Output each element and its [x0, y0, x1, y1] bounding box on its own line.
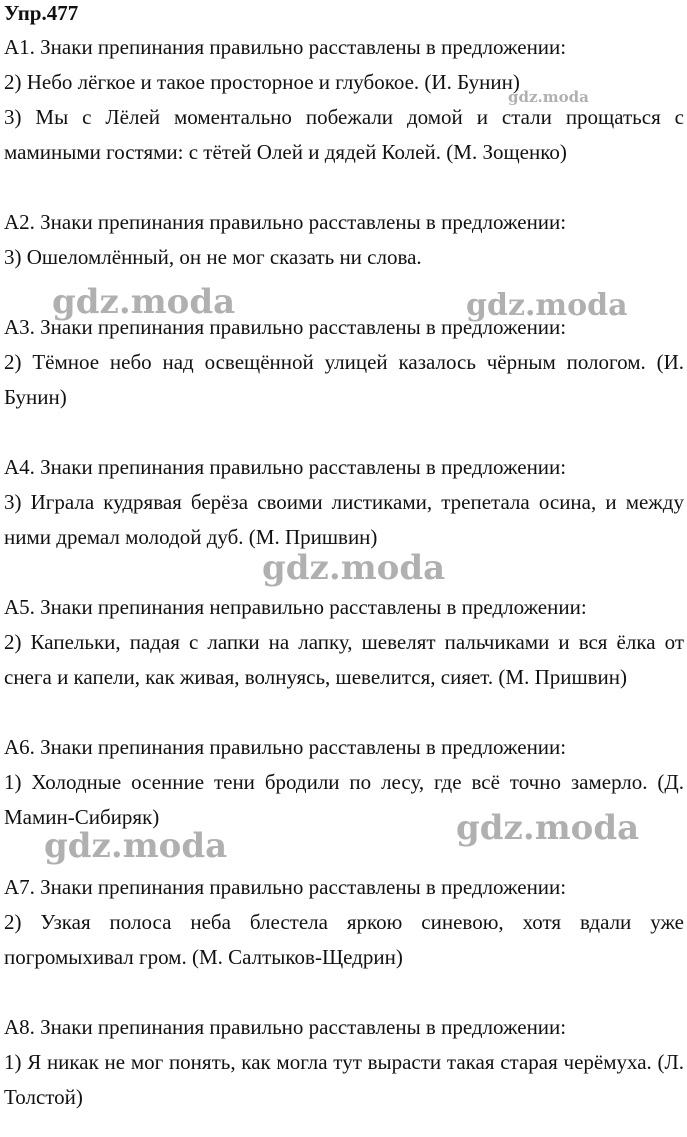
answer-a2-1: 3) Ошеломлённый, он не мог сказать ни слова. — [4, 245, 422, 269]
question-a6: А6. Знаки препинания правильно расставлены в предложении: — [4, 735, 567, 759]
question-a4: А4. Знаки препинания правильно расставлены в предложении: — [4, 455, 567, 479]
answer-a5-1: 2) Капельки, падая с лапки на лапку, шевелят пальчиками и вся ёлка от снега и капели, как живая, волнуясь, шевелится, сияет. (М. Пришвин) — [4, 630, 684, 689]
watermark: gdz.moda — [44, 826, 228, 866]
question-a3: А3. Знаки препинания правильно расставлены в предложении: — [4, 315, 567, 339]
answer-a3-1: 2) Тёмное небо над освещённой улицей казалось чёрным пологом. (И. Бунин) — [4, 350, 684, 409]
answer-a7-1: 2) Узкая полоса неба блестела яркою синевою, хотя вдали уже погромыхивал гром. (М. Салтыков-Щедрин) — [4, 910, 684, 969]
question-a2: А2. Знаки препинания правильно расставлены в предложении: — [4, 210, 567, 234]
question-a1: А1. Знаки препинания правильно расставлены в предложении: — [4, 35, 567, 59]
answer-a8-1: 1) Я никак не мог понять, как могла тут вырасти такая старая черёмуха. (Л. Толстой) — [4, 1050, 684, 1109]
answer-a1-2: 3) Мы с Лёлей моментально побежали домой и стали прощаться с мамиными гостями: с тётей Олей и дядей Колей. (М. Зощенко) — [4, 105, 684, 164]
watermark: gdz.moda — [52, 282, 236, 322]
answer-a1-1: 2) Небо лёгкое и такое просторное и глубокое. (И. Бунин) — [4, 70, 520, 94]
question-a8: А8. Знаки препинания правильно расставлены в предложении: — [4, 1015, 567, 1039]
answer-a6-1: 1) Холодные осенние тени бродили по лесу, где всё точно замерло. (Д. Мамин-Сибиряк) — [4, 770, 684, 829]
watermark: gdz.moda — [456, 808, 640, 848]
watermark: gdz.moda — [466, 288, 628, 323]
question-a7: А7. Знаки препинания правильно расставлены в предложении: — [4, 875, 567, 899]
watermark: gdz.moda — [508, 88, 589, 106]
exercise-title: Упр.477 — [4, 1, 79, 25]
watermark: gdz.moda — [262, 548, 446, 588]
question-a5: А5. Знаки препинания неправильно расставлены в предложении: — [4, 595, 587, 619]
answer-a4-1: 3) Играла кудрявая берёза своими листиками, трепетала осина, и между ними дремал молодой дуб. (М. Пришвин) — [4, 490, 684, 549]
